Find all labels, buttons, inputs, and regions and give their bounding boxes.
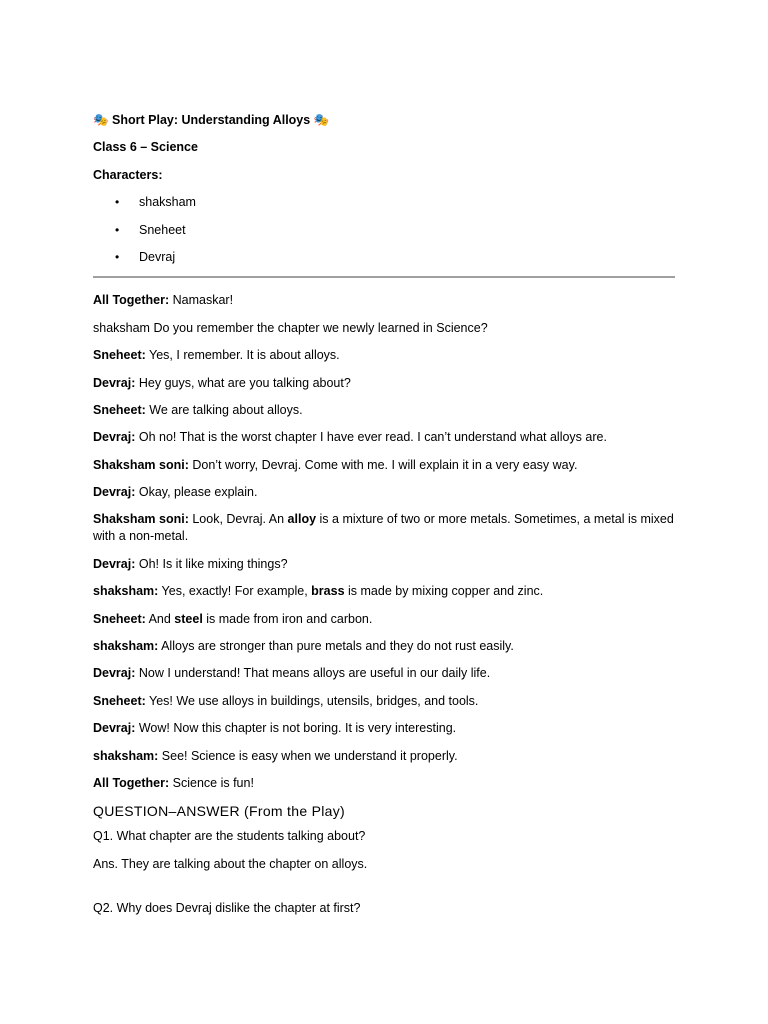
dialogue-text: Don’t worry, Devraj. Come with me. I will explain it in a very easy way. xyxy=(188,457,578,472)
dialogue-text: is made by mixing copper and zinc. xyxy=(344,584,544,599)
dialogue-line xyxy=(93,375,675,392)
dialogue-line xyxy=(93,693,675,710)
character-name: Devraj xyxy=(139,249,176,264)
character-item xyxy=(93,249,675,266)
dialogue-line xyxy=(93,511,678,545)
dialogue-text: is made from iron and carbon. xyxy=(202,611,373,626)
document-page xyxy=(93,112,678,928)
qa-heading: QUESTION–ANSWER (From the Play) xyxy=(93,803,346,820)
speaker-name: Devraj: xyxy=(93,485,136,500)
dialogue-line xyxy=(93,429,675,446)
keyword-term: brass xyxy=(311,584,345,599)
dialogue-text: Yes, exactly! For example, xyxy=(158,584,312,599)
dialogue-text: And xyxy=(145,611,175,626)
class-subject-line: Class 6 – Science xyxy=(93,140,198,155)
dialogue-line xyxy=(93,402,675,419)
speaker-name: Shaksham soni: xyxy=(93,457,189,472)
dialogue-text: Alloys are stronger than pure metals and they do not rust easily. xyxy=(158,639,514,654)
bullet-icon: • xyxy=(115,195,120,210)
speaker-name: Sneheet: xyxy=(93,402,146,417)
speaker-name: shaksham: xyxy=(93,584,159,599)
speaker-name: Devraj: xyxy=(93,721,136,736)
speaker-name: Sneheet: xyxy=(93,611,146,626)
dialogue-text: Yes! We use alloys in buildings, utensils, bridges, and tools. xyxy=(145,693,479,708)
dialogue-text: Now I understand! That means alloys are useful in our daily life. xyxy=(135,666,491,681)
dialogue-text: Yes, I remember. It is about alloys. xyxy=(145,348,340,363)
speaker-name: shaksham: xyxy=(93,639,159,654)
dialogue-text: Oh no! That is the worst chapter I have ever read. I can’t understand what alloys are. xyxy=(135,430,607,445)
speaker-name: All Together: xyxy=(93,293,170,308)
question-2: Q2. Why does Devraj dislike the chapter at first? xyxy=(93,901,361,916)
blank-line xyxy=(93,883,675,900)
dialogue-section xyxy=(93,292,678,792)
bullet-icon: • xyxy=(115,249,120,264)
character-item xyxy=(93,194,675,211)
dialogue-text: Science is fun! xyxy=(169,775,254,790)
character-name: Sneheet xyxy=(139,222,186,237)
dialogue-line xyxy=(93,748,675,765)
play-title: 🎭 Short Play: Understanding Alloys 🎭 xyxy=(93,113,330,127)
keyword-term: steel xyxy=(174,611,203,626)
dialogue-line xyxy=(93,484,675,501)
bullet-icon: • xyxy=(115,222,120,237)
dialogue-text: is a mixture of two or more metals. Sometimes, a metal is mixed with a non-metal. xyxy=(93,512,678,544)
character-name: shaksham xyxy=(139,195,196,210)
dialogue-line xyxy=(93,775,675,792)
horizontal-divider xyxy=(93,276,675,278)
dialogue-text: shaksham Do you remember the chapter we newly learned in Science? xyxy=(93,320,488,335)
speaker-name: All Together: xyxy=(93,775,170,790)
characters-list xyxy=(93,194,675,266)
dialogue-line xyxy=(93,611,675,628)
speaker-name: Devraj: xyxy=(93,375,136,390)
dialogue-line xyxy=(93,347,675,364)
speaker-name: Sneheet: xyxy=(93,348,146,363)
dialogue-text: Namaskar! xyxy=(169,293,234,308)
dialogue-line xyxy=(93,320,675,337)
speaker-name: Devraj: xyxy=(93,556,136,571)
dialogue-line xyxy=(93,583,675,600)
characters-heading: Characters: xyxy=(93,167,163,182)
keyword-term: alloy xyxy=(287,512,317,527)
dialogue-line xyxy=(93,556,675,573)
dialogue-line xyxy=(93,292,675,309)
dialogue-line xyxy=(93,638,675,655)
dialogue-line xyxy=(93,665,675,682)
dialogue-text: Hey guys, what are you talking about? xyxy=(135,375,351,390)
dialogue-line xyxy=(93,457,675,474)
speaker-name: Shaksham soni: xyxy=(93,512,189,527)
dialogue-text: See! Science is easy when we understand it properly. xyxy=(158,748,458,763)
speaker-name: Devraj: xyxy=(93,666,136,681)
dialogue-text: Oh! Is it like mixing things? xyxy=(135,556,288,571)
dialogue-line xyxy=(93,720,675,737)
dialogue-text: Wow! Now this chapter is not boring. It is very interesting. xyxy=(135,721,457,736)
answer-1: Ans. They are talking about the chapter on alloys. xyxy=(93,856,368,871)
dialogue-text: Okay, please explain. xyxy=(135,485,258,500)
dialogue-text: We are talking about alloys. xyxy=(145,402,303,417)
character-item xyxy=(93,222,675,239)
question-1: Q1. What chapter are the students talking about? xyxy=(93,829,366,844)
speaker-name: shaksham: xyxy=(93,748,159,763)
speaker-name: Devraj: xyxy=(93,430,136,445)
dialogue-text: Look, Devraj. An xyxy=(188,512,288,527)
speaker-name: Sneheet: xyxy=(93,693,146,708)
